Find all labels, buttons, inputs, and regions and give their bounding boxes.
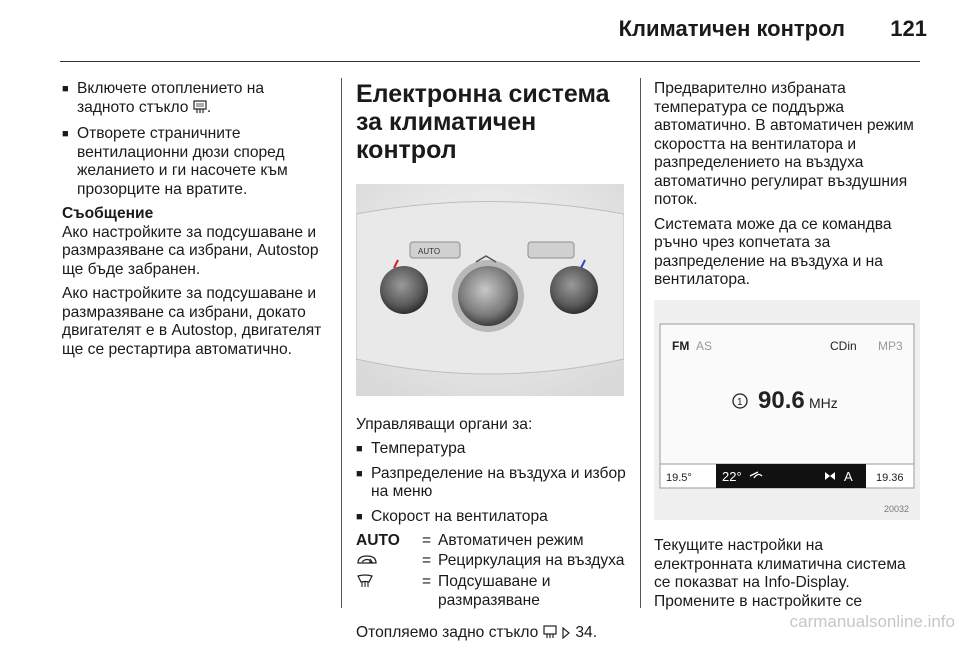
recirculation-icon bbox=[356, 553, 378, 573]
list-item: ■ Температура bbox=[356, 440, 628, 459]
definition-row: AUTO = Автоматичен режим bbox=[356, 532, 584, 549]
svg-text:1: 1 bbox=[737, 396, 743, 408]
header-rule bbox=[60, 61, 920, 62]
list-item: ■ Разпределение на въздуха и избор на меню bbox=[356, 465, 628, 502]
note-paragraph: Ако настройките за подсушаване и размразяване са избрани, докато двигателят е в Autostop, двигателят ще се рестартира автоматично. bbox=[62, 285, 322, 358]
list-item: ■ Скорост на вентилатора bbox=[356, 508, 628, 527]
column-2 bbox=[356, 80, 628, 651]
auto-key: AUTO bbox=[356, 532, 400, 549]
climate-control-photo bbox=[356, 180, 628, 416]
column-divider bbox=[640, 78, 641, 608]
list-item: ■ Включете отоплението на задното стъкло . bbox=[62, 80, 324, 119]
definition-row: = Подсушаване и размразяване bbox=[356, 573, 628, 610]
svg-text:AS: AS bbox=[696, 338, 713, 353]
info-display-photo bbox=[654, 296, 924, 538]
controls-intro: Управляващи органи за: bbox=[356, 415, 533, 433]
svg-text:FM: FM bbox=[672, 338, 690, 353]
column-3 bbox=[654, 80, 924, 617]
watermark: carmanualsonline.info bbox=[789, 612, 955, 631]
svg-text:19.36: 19.36 bbox=[876, 471, 904, 484]
svg-text:CDin: CDin bbox=[830, 338, 857, 353]
page-number: 121 bbox=[890, 16, 927, 41]
section-heading: Електронна система за климатичен контрол bbox=[356, 80, 610, 164]
svg-text:90.6: 90.6 bbox=[758, 386, 805, 414]
svg-text:MP3: MP3 bbox=[878, 338, 903, 353]
list-item bbox=[62, 125, 324, 199]
svg-text:22°: 22° bbox=[722, 468, 742, 484]
column-1 bbox=[62, 80, 324, 365]
paragraph: Предварително избраната температура се поддържа автоматично. В автоматичен режим скоростта на вентилатора и разпределението на въздуха автоматично регулират въздушния поток. bbox=[654, 80, 914, 208]
svg-text:19.5°: 19.5° bbox=[666, 471, 692, 484]
defrost-icon bbox=[356, 574, 374, 594]
cross-reference: Отопляемо задно стъкло 34. bbox=[356, 624, 628, 645]
column-divider bbox=[341, 78, 342, 608]
bullet-text: Включете отоплението на задното стъкло bbox=[77, 80, 265, 116]
svg-text:A: A bbox=[844, 468, 853, 484]
paragraph: Текущите настройки на електронната климатична система се показват на Info-Display. Промените в настройките се bbox=[654, 537, 906, 610]
svg-text:MHz: MHz bbox=[809, 394, 838, 411]
note-heading: Съобщение bbox=[62, 205, 154, 222]
bullet-text: Отворете страничните вентилационни дюзи според желанието и ги насочете към прозорците на вратите. bbox=[77, 125, 288, 198]
svg-text:20032: 20032 bbox=[884, 503, 910, 514]
definition-list bbox=[356, 532, 628, 610]
definition-row: = Рециркулация на въздуха bbox=[356, 552, 628, 573]
rear-defrost-icon bbox=[193, 100, 207, 120]
paragraph: Системата може да се командва ръчно чрез копчетата за разпределение на въздуха и на вентилатора. bbox=[654, 215, 892, 288]
note-paragraph: Ако настройките за подсушаване и размразяване са избрани, Autostop ще бъде забранен. bbox=[62, 223, 319, 278]
svg-text:AUTO: AUTO bbox=[418, 247, 441, 256]
page-header-title: Климатичен контрол bbox=[618, 16, 845, 41]
